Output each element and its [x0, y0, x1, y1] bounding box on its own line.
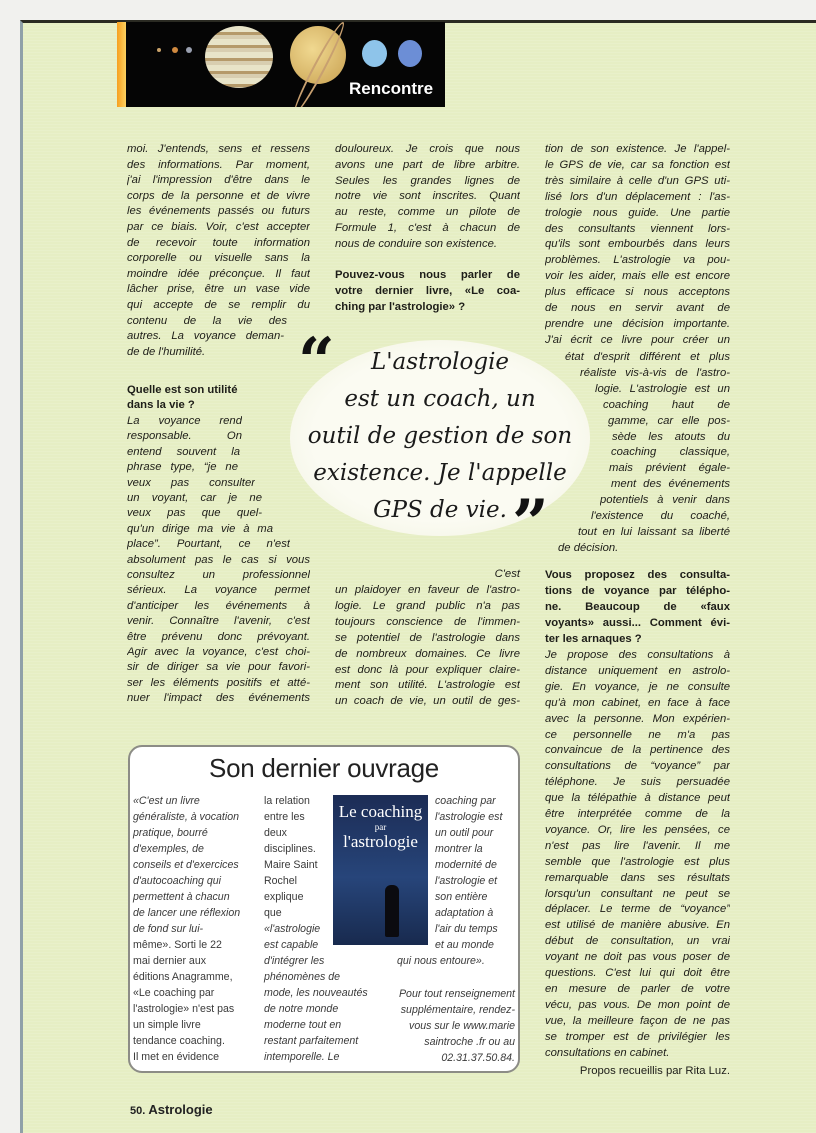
sidebar-text-line: deux [264, 827, 287, 839]
sidebar-text-line: la relation [264, 795, 310, 807]
book-title: par [374, 822, 387, 832]
body-text-line: avons une part de libre arbitre. [335, 158, 520, 171]
sun-icon [117, 22, 126, 107]
body-text-line: trologie nous guide. Une partie [545, 206, 730, 219]
body-text-line: potentiels à venir dans [600, 494, 730, 507]
question-heading: dans la vie ? [127, 399, 195, 412]
sidebar-text-line: même». Sorti le 22 [133, 939, 222, 951]
body-text-line: problèmes. L'astrologie va pou- [545, 254, 730, 267]
author-signature: Propos recueillis par Rita Luz. [579, 1065, 730, 1077]
body-text-line: Seules les grandes lignes de [335, 174, 520, 187]
body-text-line: très similaire à celle d'un GPS uti- [545, 174, 730, 187]
body-text-line: un coach de vie, un outil de ges- [335, 695, 520, 708]
body-text-line: Formule 1, c'est à chacun de [335, 222, 520, 234]
sidebar-text-line: moderne tout en [264, 1019, 342, 1031]
body-text-line: en mesure de parler de votre [545, 982, 730, 995]
body-text-line: un voyant, car je ne [127, 492, 262, 504]
body-text-line: l'existence du coaché, [591, 510, 730, 522]
body-text-line: tion de son existence. Je l'appel- [545, 143, 730, 155]
body-text-line: mais prévient égale- [609, 462, 730, 475]
question-heading: votre dernier livre, «Le coa- [335, 284, 520, 297]
sidebar-text-line: montrer la [435, 843, 483, 855]
body-text-line: Je propose des consultations à [545, 649, 730, 661]
body-text-line: C'est [494, 568, 520, 580]
planet-icon [186, 47, 192, 53]
body-text-line: toujours conscience de l'immen- [335, 615, 520, 628]
body-text-line: veux pas que quel- [127, 507, 262, 520]
body-text-line: contenu de la vie des [127, 314, 287, 327]
body-text-line: j'ai l'impression d'être dans le [127, 174, 310, 187]
planet-icon [157, 48, 161, 52]
body-text-line: consultez un professionnel [127, 569, 310, 581]
body-text-line: gie. En voyance, je ne consulte [545, 680, 730, 693]
body-text-line: qu'ils sont embourbés dans leurs [545, 238, 730, 251]
sidebar-text-line: de lancer une réflexion [133, 907, 241, 919]
body-text-line: réaliste vis-à-vis de l'astro- [580, 366, 730, 379]
body-text-line: des informations. Par moment, [127, 158, 310, 171]
body-text-line: moindre idée préconçue. Il faut [127, 267, 310, 280]
sidebar-text-line: conseils et d'exercices [133, 859, 239, 871]
body-text-line: d'anticiper les événements à [127, 599, 310, 612]
body-text-line: ce personnelle ne m'a pas [545, 728, 730, 741]
uranus-icon [362, 40, 387, 67]
body-text-line: moi. J'entends, sens et ressens [127, 143, 310, 155]
body-text-line: entend souvent la [127, 445, 240, 458]
body-text-line: sède les atouts du [612, 430, 730, 443]
book-title: Le coaching [338, 802, 423, 821]
sidebar-text-line: mode, les nouveautés [264, 987, 368, 999]
body-text-line: un plaidoyer en faveur de l'astro- [335, 584, 520, 596]
body-text-line: des consultants viennent lors- [545, 222, 730, 235]
body-text-line: La voyance rend [127, 415, 242, 427]
question-heading: ching par l'astrologie» ? [335, 300, 466, 313]
magazine-name: Astrologie [148, 1102, 213, 1117]
sidebar-text-line: éditions Anagramme, [133, 971, 233, 983]
body-text-line: absolument pas le cas si vous [127, 553, 310, 566]
body-text-line: nuer l'impact des événements [127, 692, 310, 705]
contact-info-line: vous sur le www.marie [409, 1020, 515, 1032]
book-title: l'astrologie [343, 832, 418, 851]
body-text-line: sir de diriger sa vie pour favori- [127, 661, 310, 674]
book-cover-image [333, 795, 428, 945]
section-label: Rencontre [349, 79, 434, 98]
sidebar-text-line: permettent à chacun [133, 891, 230, 903]
body-text-line: phrase type, “je ne [127, 461, 238, 474]
body-text-line: qu'un dirige ma vie à ma [127, 522, 273, 535]
header-banner [117, 22, 445, 107]
body-text-line: autres. La voyance deman- [127, 330, 284, 343]
body-text-line: que la télépathie à distance peut [545, 792, 730, 805]
sidebar-text-line: Il met en évidence [133, 1051, 219, 1063]
sidebar-text-line: «Le coaching par [133, 987, 215, 999]
body-text-line: questions. C'est lui qui doit être [545, 967, 730, 979]
pull-quote-line: est un coach, un [344, 386, 536, 412]
sidebar-text-line: de notre monde [264, 1003, 339, 1015]
body-text-line: voir les aider, mais elle est encore [545, 270, 730, 283]
body-text-line: vue, la meilleure façon de ne pas [545, 1014, 730, 1027]
question-heading: ter les arnaques ? [545, 632, 642, 645]
body-text-line: place”. Pourtant, ce n'est [127, 538, 290, 551]
body-text-line: remarquable dans ses résultats [545, 871, 730, 884]
sidebar-text-line: d'autocoaching qui [133, 875, 222, 887]
body-text-line: les événements passés ou futurs [127, 205, 310, 218]
body-text-line: se tromper est de privilégier les [545, 1030, 730, 1043]
contact-info-line: Pour tout renseignement [398, 988, 515, 1000]
body-text-line: état d'esprit différent et plus [565, 351, 730, 363]
body-text-line: douloureux. Je crois que nous [335, 143, 520, 155]
body-text-line: corps de la personne et de vivre [127, 189, 310, 202]
body-text-line: lâcher prise, être un vase vide [127, 283, 310, 296]
body-text-line: de recevoir toute information [127, 236, 310, 249]
body-text-line: qui accepte de se remplir du [127, 299, 310, 311]
body-text-line: distance uniquement en astrolo- [545, 664, 730, 677]
question-heading: voyants» aussi... Comment évi- [545, 616, 730, 629]
sidebar-text-line: est capable [264, 939, 319, 951]
sidebar-text-line: phénomènes de [264, 971, 340, 983]
question-heading: Pouvez-vous nous parler de [335, 269, 520, 281]
question-heading: Quelle est son utilité [127, 384, 238, 396]
sidebar-text-line: «l'astrologie [264, 923, 321, 935]
body-text-line: ment son utilité. L'astrologie est [335, 679, 520, 692]
planet-icon [172, 47, 178, 53]
body-text-line: se potentiel de l'astrologie dans [335, 631, 520, 644]
pull-quote-line: existence. Je l'appelle [313, 460, 567, 486]
sidebar-text-line: l'air du temps [435, 923, 498, 935]
body-text-line: de nous en servir avant de [545, 302, 730, 314]
sidebar-text-line: généraliste, à vocation [133, 811, 240, 823]
body-text-line: être prévenu donc prévoyant. [127, 630, 310, 643]
body-text-line: consultations en cabinet. [545, 1046, 670, 1059]
body-text-line: coaching classique, [611, 446, 730, 459]
body-text-line: coaching haut de [603, 398, 730, 411]
body-text-line: consultations de “voyance” par [545, 760, 730, 773]
body-text-line: responsable. On [127, 430, 242, 443]
body-text-line: logie. Le grand public n'a pas [335, 599, 520, 612]
sidebar-text-line: intemporelle. Le [264, 1051, 340, 1063]
body-text-line: sérieux. La voyance permet [127, 584, 310, 597]
close-quote-icon: ” [512, 486, 549, 561]
body-text-line: plus efficace si nous acceptons [545, 286, 730, 299]
sidebar-text-line: entre les [264, 811, 305, 823]
body-text-line: Agir avec la voyance, c'est choi- [127, 646, 310, 658]
sidebar-text-line: un simple livre [133, 1019, 201, 1031]
body-text-line: avec la personne. Mon expérien- [545, 712, 730, 725]
body-text-line: est donc là pour expliquer claire- [335, 663, 520, 676]
body-text-line: au reste, comme un pilote de [335, 206, 520, 219]
body-text-line: déplacer. Le terme de “voyance” [545, 903, 730, 916]
body-text-line: début de consultation, un vrai [545, 935, 730, 948]
body-text-line: de décision. [558, 541, 619, 554]
body-text-line: est utilisé de manière abusive. En [545, 919, 730, 932]
contact-info-line: saintroche .fr ou au [424, 1036, 515, 1048]
sidebar-text-line: Maire Saint [264, 859, 318, 871]
sidebar-text-line: mai dernier aux [133, 955, 207, 967]
contact-info-line: 02.31.37.50.84. [441, 1052, 515, 1064]
contact-info-line: supplémentaire, rendez- [400, 1004, 515, 1016]
sidebar-text-line: pratique, bourré [133, 827, 208, 839]
open-quote-icon: “ [298, 324, 335, 399]
sidebar-text-line: Rochel [264, 875, 297, 887]
body-text-line: ment des événements [611, 478, 730, 491]
question-heading: ne. Beaucoup de «faux [545, 600, 730, 613]
sidebar-text-line: qui nous entoure». [397, 955, 485, 967]
sidebar-text-line: que [264, 907, 282, 919]
sidebar-text-line: d'exemples, de [133, 843, 204, 855]
jupiter-icon [205, 26, 273, 88]
sidebar-text-line: modernité de [435, 859, 497, 871]
sidebar-text-line: l'astrologie est [435, 811, 503, 823]
sidebar-text-line: l'astrologie et [435, 875, 498, 887]
book-figure [385, 885, 399, 937]
sidebar-text-line: disciplines. [264, 843, 316, 855]
body-text-line: de nombreux domaines. Ce livre [335, 647, 520, 660]
body-text-line: ser les éléments positifs et atté- [127, 676, 310, 689]
body-text-line: prendre une décision importante. [545, 317, 730, 330]
sidebar-text-line: de fond sur lui- [133, 923, 204, 935]
body-text-line: convaincue de la pertinence des [545, 744, 730, 757]
page-number: 50. [130, 1105, 146, 1117]
body-text-line: n'est pas lire l'avenir. Il me [545, 839, 730, 852]
pull-quote-line: outil de gestion de son [307, 423, 573, 449]
question-heading: Vous proposez des consulta- [545, 569, 730, 581]
body-text-line: venir. Connaître l'avenir, c'est [127, 615, 310, 628]
body-text-line: tout en lui laissant sa liberté [578, 525, 730, 538]
body-text-line: logie. L'astrologie est un [595, 382, 730, 395]
footer-page-number [130, 1102, 213, 1117]
body-text-line: vécu, pas vous. De mon point de [545, 998, 730, 1011]
body-text-line: téléphone. Je suis persuadée [545, 776, 730, 789]
sidebar-text-line: l'astrologie» n'est pas [133, 1003, 235, 1015]
sidebar-text-line: coaching par [435, 795, 496, 807]
body-text-line: notre vie sont inscrites. Quant [335, 190, 520, 203]
body-text-line: lisé lors d'un déplacement : l'as- [545, 190, 730, 203]
body-text-line: J'ai écrit ce livre pour créer un [545, 333, 730, 346]
sidebar-text-line: son entière [435, 891, 488, 903]
pull-quote-line: GPS de vie. [373, 497, 507, 523]
sidebar-text-line: adaptation à [435, 907, 494, 919]
body-text-line: nous de conduire son existence. [335, 237, 498, 250]
body-text-line: semble que l'astrologie est plus [545, 855, 730, 868]
body-text-line: corporelle ou visuelle sans la [127, 252, 310, 265]
neptune-icon [398, 40, 422, 67]
pull-quote-line: L'astrologie [370, 349, 510, 375]
body-text-line: être interprétée comme de la [545, 808, 730, 820]
sidebar-text-line: d'intégrer les [264, 955, 325, 967]
sidebar-text-line: «C'est un livre [133, 795, 200, 807]
body-text-line: voyance. Or, lire les pensées, ce [545, 823, 730, 836]
body-text-line: gamme, car elle pos- [608, 414, 730, 427]
sidebar-text-line: restant parfaitement [264, 1035, 359, 1047]
sidebar-text-line: et au monde [435, 939, 494, 951]
body-text-line: de de l'humilité. [127, 345, 206, 358]
body-text-line: voyant ne doit pas vous poser de [545, 951, 730, 964]
sidebar-box-title: Son dernier ouvrage [209, 753, 439, 783]
body-text-line: lorsqu'un consultant ne peut se [545, 887, 730, 900]
body-text-line: par ce biais. Voir, c'est accepter [127, 221, 310, 233]
sidebar-text-line: explique [264, 891, 304, 903]
body-text-line: veux pas consulter [127, 476, 255, 489]
sidebar-text-line: un outil pour [435, 827, 494, 839]
body-text-line: le GPS de vie, car sa fonction est [545, 158, 730, 171]
question-heading: tions de voyance par télépho- [545, 584, 730, 597]
sidebar-text-line: tendance coaching. [133, 1035, 225, 1047]
body-text-line: qu'à mon cabinet, en face à face [545, 696, 730, 709]
